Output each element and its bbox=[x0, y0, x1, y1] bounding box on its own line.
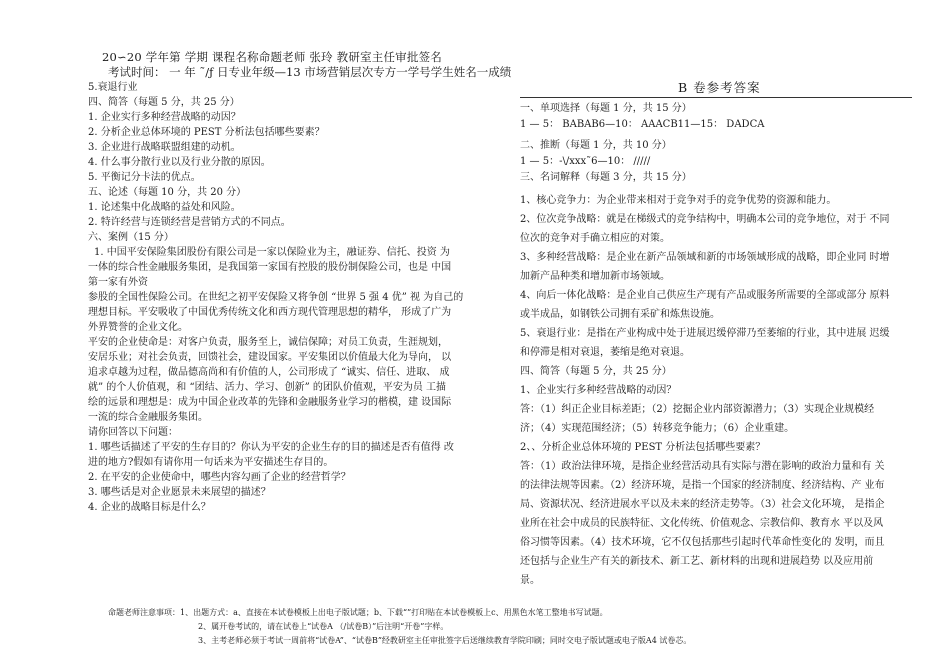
footer-note-line: 3、主考老师必须于考试一周前将“试卷A”、“试卷B”经教研室主任审批签字后送继续教育学院印刷；同时交电子版试题或电子版A4 试卷芯。 bbox=[198, 636, 692, 645]
answer-line: 1、企业实行多种经营战略的动因？ bbox=[520, 385, 677, 396]
section-heading: 五、论述（每题 10 分，共 20 分） bbox=[88, 187, 247, 198]
right-column bbox=[520, 101, 915, 590]
case-text-line: 理想目标。平安吸收了中国优秀传统文化和西方现代管理思想的精华， 形成了广为 bbox=[88, 307, 452, 318]
case-text-line: 绘的远景和理想是：成为中国企业改革的先锋和金融服务业学习的楷模，建 设国际 bbox=[88, 397, 452, 408]
answer-line: 1 — 5：-\/xxx˜6—10： ///// bbox=[520, 156, 651, 167]
case-question-line: 1. 哪些话描述了平安的生存目的？你认为平安的企业生存的目的描述是否有值得 改 bbox=[88, 442, 454, 453]
case-text-line: 参股的全国性保险公司。在世纪之初平安保险又将争创 “世界 5 强 4 优” 视 为自己的 bbox=[88, 292, 464, 303]
header-line-2: 考试时间： 一 年 ˜/ƒ 日专业年级—13 市场营销层次专方一学号学生姓名一成绩 bbox=[108, 65, 512, 79]
case-question-line: 进的地方?假如有请你用一句话来为平安描述生存目的。 bbox=[88, 457, 334, 468]
exam-header bbox=[102, 50, 542, 80]
question-line: 5. 平衡记分卡法的优点。 bbox=[88, 172, 201, 183]
section-heading: 一、单项选择（每题 1 分，共 15 分） bbox=[520, 103, 692, 114]
section-heading: 六、案例（15 分） bbox=[88, 232, 174, 243]
section-heading: 四、简答（每题 5 分，共 25 分） bbox=[88, 97, 240, 108]
answer-line: 的法律法规等因素。（2）经济环境，是指一个国家的经济制度、经济结构、产 业布 bbox=[520, 480, 885, 491]
answer-line: 局、资源状况、经济进展水平以及未来的经济走势等。（3）社会文化环境， 是指企 bbox=[520, 499, 885, 510]
answer-line: 答：（1）政治法律环境，是指企业经营活动具有实际与潜在影响的政治力量和有 关 bbox=[520, 461, 885, 472]
case-text-line: 1. 中国平安保险集团股份有限公司是一家以保险业为主，融证券、信托、投资 为 bbox=[94, 247, 450, 258]
answer-line: 答：（1）纠正企业目标差距；（2）挖掘企业内部资源潜力；（3）实现企业规模经 bbox=[520, 404, 875, 415]
answer-line: 济；（4）实现范围经济；（5）转移竞争能力；（6）企业重建。 bbox=[520, 423, 795, 434]
footer-notes bbox=[108, 606, 848, 648]
answer-key-title-text: B 卷参考答案 bbox=[678, 80, 761, 95]
case-question-line: 4. 企业的战略目标是什么？ bbox=[88, 502, 211, 513]
answer-line: 1 — 5： BABAB6—10： AAACB11—15： DADCA bbox=[520, 119, 765, 130]
answer-line: 位次的竞争对手确立相应的对策。 bbox=[520, 233, 670, 244]
section-heading: 四、简答（每题 5 分，共 25 分） bbox=[520, 366, 672, 377]
question-line: 1. 论述集中化战略的益处和风险。 bbox=[88, 202, 241, 213]
case-text-line: 外界赞誉的企业文化。 bbox=[88, 322, 188, 333]
section-heading: 三、名词解释（每题 3 分，共 15 分） bbox=[520, 172, 692, 183]
case-text-line: 请你回答以下问题： bbox=[88, 427, 178, 438]
case-text-line: 安居乐业；对社会负责，回馈社会，建设国家。平安集团以价值最大化为导向， 以 bbox=[88, 352, 452, 363]
answer-line: 2、位次竞争战略：就是在梯级式的竞争结构中，明确本公司的竞争地位，对于 不同 bbox=[520, 214, 890, 225]
answer-line: 或半成品，如钢铁公司拥有采矿和炼焦设施。 bbox=[520, 309, 720, 320]
answer-line: 1、核心竞争力：为企业带来相对于竞争对手的竞争优势的资源和能力。 bbox=[520, 195, 837, 206]
question-line: 3. 企业进行战略联盟组建的动机。 bbox=[88, 142, 241, 153]
answer-line: 2、、分析企业总体环境的 PEST 分析法包括哪些要素？ bbox=[520, 442, 766, 453]
answer-line: 4、向后一体化战略：是企业自己供应生产现有产品或服务所需要的全部或部分 原料 bbox=[520, 290, 890, 301]
answer-line: 景。 bbox=[520, 575, 540, 586]
case-question-line: 2. 在平安的企业使命中，哪些内容勾画了企业的经营哲学？ bbox=[88, 472, 351, 483]
question-line: 2. 分析企业总体环境的 PEST 分析法包括哪些要素？ bbox=[88, 127, 325, 138]
question-line: 4. 什么事分散行业以及行业分散的原因。 bbox=[88, 157, 271, 168]
footer-note-line: 2、属开卷考试的，请在试卷上“试卷A （/试卷B）”后注明“开卷”字样。 bbox=[198, 622, 449, 631]
footer-note-line: 命题老师注意事项：1、出题方式：a、直接在本试卷模板上出电子版试题；b、下载“”打印贴在本试卷模板上c、用黑色水笔工整地书写试题。 bbox=[108, 608, 608, 617]
case-text-line: 第一家有外资 bbox=[88, 277, 148, 288]
answer-line: 还包括与企业生产有关的新技术、新工艺、新材料的出现和进展趋势 以及应用前 bbox=[520, 556, 874, 567]
section-heading: 二、推断（每题 1 分，共 10 分） bbox=[520, 140, 672, 151]
answer-line: 业所在社会中成员的民族特征、文化传统、价值观念、宗教信仰、教育水 平以及风 bbox=[520, 518, 884, 529]
case-text-line: 就” 的个人价值观，和 “团结、活力、学习、创新” 的团队价值观，平安为员 工描 bbox=[88, 382, 447, 393]
case-text-line: 追求卓越为过程，做品德高尚和有价值的人，公司形成了 “诚实、信任、进取、 成 bbox=[88, 367, 450, 378]
answer-key-title bbox=[520, 80, 912, 98]
case-text-line: 平安的企业使命是：对客户负责，服务至上，诚信保障；对员工负责，生涯规划， bbox=[88, 337, 448, 348]
answer-line: 3、多种经营战略：是企业在新产品领域和新的市场领域形成的战略，即企业同 时增 bbox=[520, 252, 890, 263]
answer-line: 和停滞是相对衰退，萎缩是绝对衰退。 bbox=[520, 347, 690, 358]
question-line: 2. 特许经营与连锁经营是营销方式的不同点。 bbox=[88, 217, 291, 228]
case-text-line: 一流的综合金融服务集团。 bbox=[88, 412, 208, 423]
answer-line: 5、衰退行业：是指在产业构成中处于进展迟缓停滞乃至萎缩的行业，其中进展 迟缓 bbox=[520, 328, 890, 339]
question-line: 1. 企业实行多种经营战略的动因？ bbox=[88, 112, 241, 123]
text-line: 5.衰退行业 bbox=[88, 82, 138, 93]
answer-line: 加新产品种类和增加新市场领域。 bbox=[520, 271, 670, 282]
case-text-line: 一体的综合性金融服务集团，是我国第一家国有控股的股份制保险公司，也是 中国 bbox=[88, 262, 452, 273]
header-line-1: 20∽20 学年第 学期 课程名称命题老师 张玲 教研室主任审批签名 bbox=[102, 50, 442, 64]
left-column bbox=[88, 80, 504, 515]
case-question-line: 3. 哪些话是对企业愿景未来展望的描述？ bbox=[88, 487, 271, 498]
answer-line: 俗习惯等因素。（4）技术环境，它不仅包括那些引起时代革命性变化的 发明，而且 bbox=[520, 537, 885, 548]
